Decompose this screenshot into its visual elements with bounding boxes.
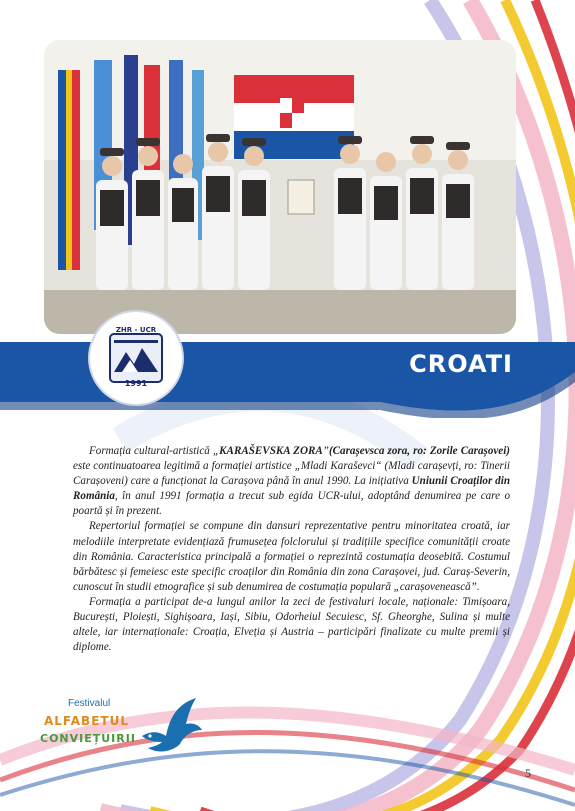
p1-quote-end: ” [322,445,329,457]
ensemble-translation: (Carașevsca zora, ro: Zorile Carașovei) [328,445,510,457]
emblem-top-text: ZHR - UCR [115,326,157,334]
logo-festival-text: Festivalul [68,698,111,709]
logo-alfabetul-text: ALFABETUL [44,714,129,728]
p1-text: este continuatoarea legitimă a formației artistice „Mladi Karaševci“ (Mladi carașevți, ro: Tinerii Carașoveni) care a funcționat la Carașova până în anul 1990. La inițiativa [73,460,510,488]
photo-illustration [44,40,516,334]
article-body [73,444,510,655]
zhr-ucr-emblem [90,312,182,404]
group-photo [44,40,516,334]
paragraph-1 [73,444,510,519]
dove-icon [134,696,204,758]
page-number: 5 [525,766,531,780]
section-title: CROATI [409,350,513,378]
emblem-inner [100,322,172,394]
union-name: Uniunii Croaților din România [73,475,510,503]
p1-end: , în anul 1991 formația a trecut sub egida UCR-ului, adoptând denumirea pe care o poartă și în prezent. [73,490,510,518]
ensemble-name: KARAŠEVSKA ZORA [219,445,323,457]
festival-logo [38,694,208,764]
logo-convietuirii-text: CONVIEȚUIRII [40,732,136,745]
p1-intro: Formația cultural-artistică „ [89,445,220,457]
paragraph-3: Formația a participat de-a lungul anilor la zeci de festivaluri locale, naționale: Timișoara, București, Ploiești, Sighișoara, Iași, Sibiu, Odorheiul Secuiesc, Sf. Gheorghe, Sulina și multe altele, iar internaționale: Croația, Elveția și Austria – participări finalizate cu multe premii și diplome. [73,595,510,654]
emblem-year: 1991 [124,379,148,388]
paragraph-2: Repertoriul formației se compune din dansuri reprezentative pentru minoritatea croată, iar melodiile interpretate evidențiază frumusețea folclorului și tradițiile specifice comunității croate din România. Caracteristica principală a formației o reprezintă costumația deosebită. Costumul bărbătesc și femeiesc este specific croaților din România din zona Carașovei, jud. Caraș-Severin, cunoscut în studii etnografice și sub denumirea de costumația populară „carașovenească”. [73,520,510,593]
